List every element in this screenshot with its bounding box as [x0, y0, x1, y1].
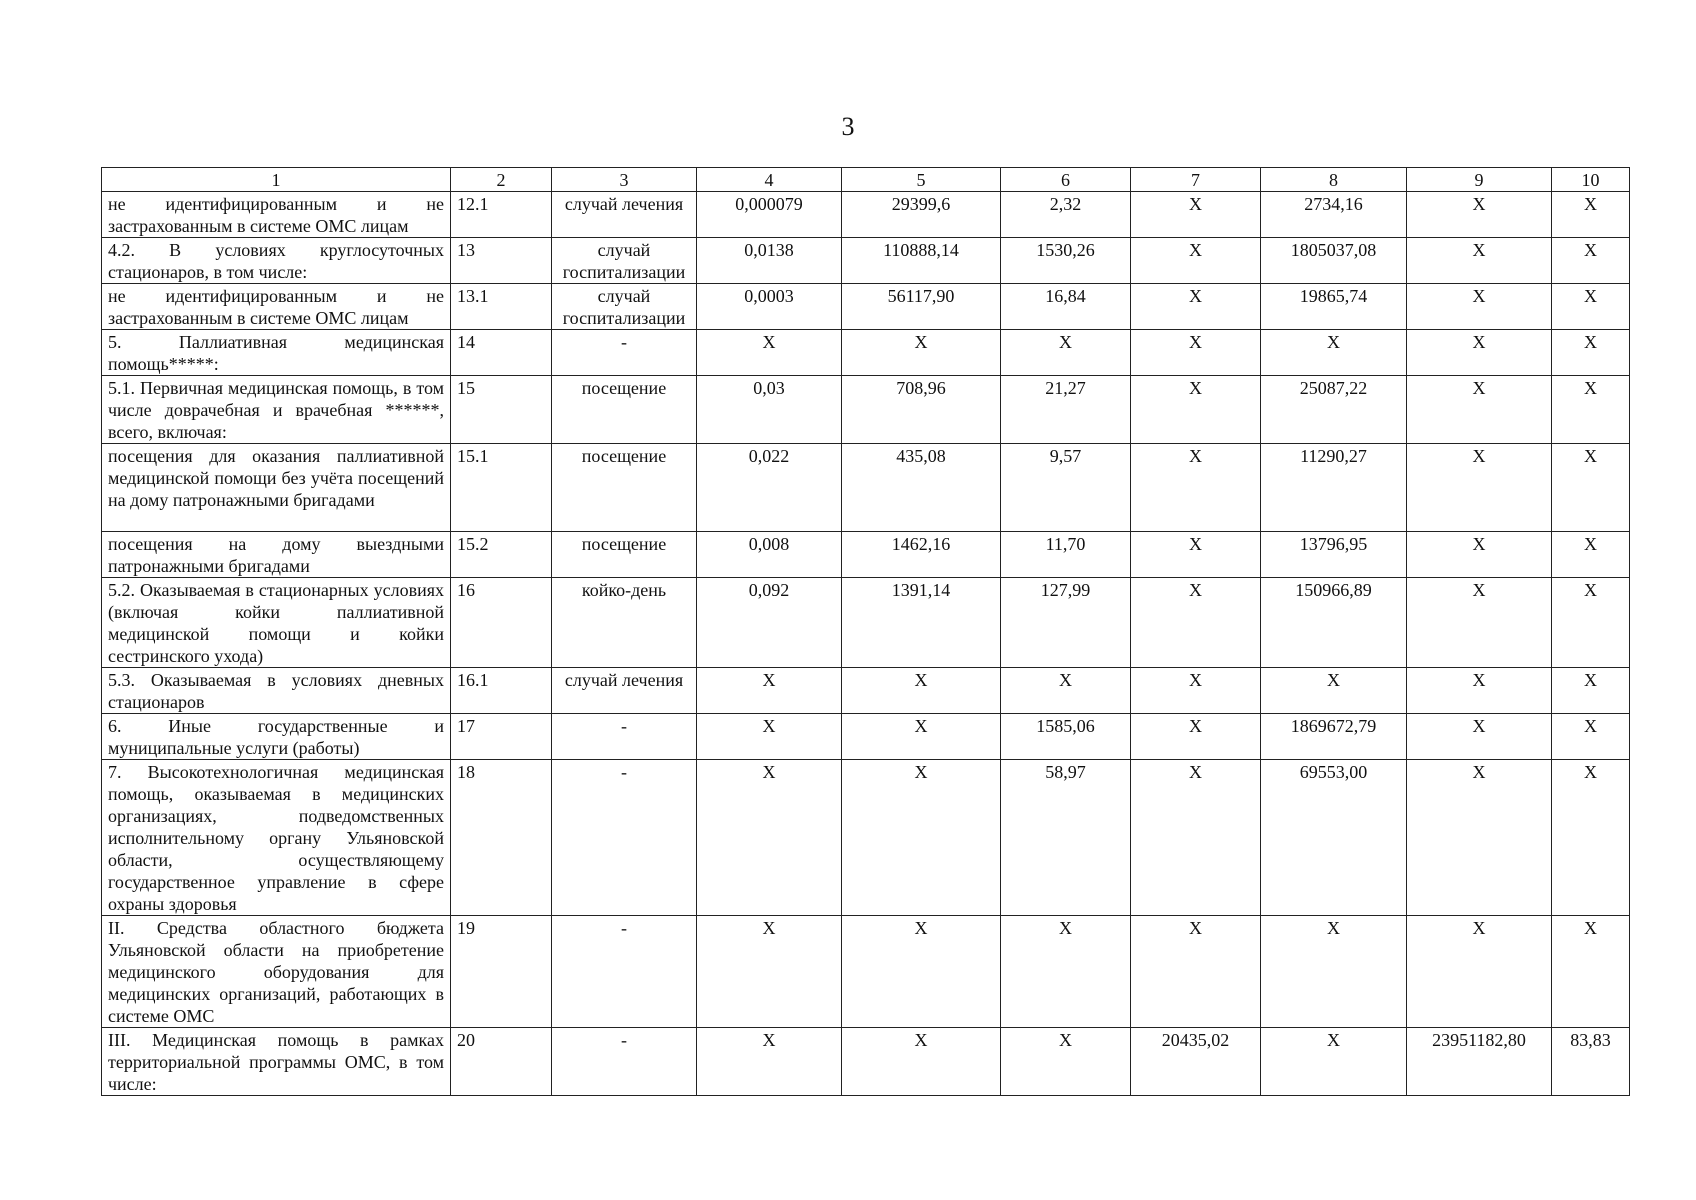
table-cell: Х	[1131, 760, 1261, 916]
table-cell: 20435,02	[1131, 1028, 1261, 1096]
table-row	[102, 760, 1630, 916]
row-description-cell: II. Средства областного бюджета Ульяновской области на приобретение медицинского оборудования для медицинских организаций, работающих в системе ОМС	[102, 916, 451, 1028]
table-cell: Х	[1261, 916, 1407, 1028]
table-cell: 0,03	[697, 376, 842, 444]
table-row	[102, 444, 1630, 532]
row-description-cell: 5.1. Первичная медицинская помощь, в том числе доврачебная и врачебная ******, всего, включая:	[102, 376, 451, 444]
table-cell: Х	[842, 714, 1001, 760]
page-number: 3	[841, 112, 855, 141]
table-cell: Х	[1131, 916, 1261, 1028]
table-cell: 16,84	[1001, 284, 1131, 330]
table-cell: 0,092	[697, 578, 842, 668]
table-cell: 19865,74	[1261, 284, 1407, 330]
table-cell: Х	[1407, 284, 1552, 330]
header-cell: 1	[102, 168, 451, 192]
table-cell: 21,27	[1001, 376, 1131, 444]
table-cell: Х	[1552, 760, 1630, 916]
table-cell: Х	[697, 1028, 842, 1096]
table-row	[102, 284, 1630, 330]
row-description-cell: 5.2. Оказываемая в стационарных условиях (включая койки паллиативной медицинской помощи и койки сестринского ухода)	[102, 578, 451, 668]
table-cell: Х	[842, 760, 1001, 916]
table-cell: 23951182,80	[1407, 1028, 1552, 1096]
table-row	[102, 578, 1630, 668]
table-cell: Х	[1407, 578, 1552, 668]
table-cell: Х	[697, 330, 842, 376]
header-cell: 4	[697, 168, 842, 192]
table-row	[102, 1028, 1630, 1096]
table-cell: -	[552, 916, 697, 1028]
table-cell: 15.1	[451, 444, 552, 532]
row-description-cell: 5. Паллиативная медицинская помощь*****:	[102, 330, 451, 376]
table-cell: Х	[1552, 916, 1630, 1028]
table-cell: 56117,90	[842, 284, 1001, 330]
table-cell: Х	[842, 668, 1001, 714]
table-cell: случай госпитализации	[552, 238, 697, 284]
table-cell: Х	[697, 760, 842, 916]
table-cell: Х	[1407, 714, 1552, 760]
header-cell: 6	[1001, 168, 1131, 192]
table-cell: Х	[1407, 444, 1552, 532]
table-cell: Х	[1552, 578, 1630, 668]
table-cell: 16	[451, 578, 552, 668]
header-cell: 9	[1407, 168, 1552, 192]
data-table	[101, 167, 1630, 1096]
row-description-cell: не идентифицированным и не застрахованным в системе ОМС лицам	[102, 192, 451, 238]
table-cell: Х	[1552, 668, 1630, 714]
table-cell: Х	[1131, 284, 1261, 330]
table-cell: 19	[451, 916, 552, 1028]
table-cell: Х	[1552, 192, 1630, 238]
table-cell: Х	[1001, 330, 1131, 376]
table-cell: Х	[1407, 376, 1552, 444]
table-row	[102, 330, 1630, 376]
table-cell: 2734,16	[1261, 192, 1407, 238]
table-cell: 12.1	[451, 192, 552, 238]
table-cell: 13.1	[451, 284, 552, 330]
table-cell: 25087,22	[1261, 376, 1407, 444]
table-cell: 127,99	[1001, 578, 1131, 668]
table-cell: Х	[1407, 916, 1552, 1028]
table-cell: посещение	[552, 376, 697, 444]
table-cell: 9,57	[1001, 444, 1131, 532]
table-cell: 1585,06	[1001, 714, 1131, 760]
header-cell: 10	[1552, 168, 1630, 192]
row-description-cell: не идентифицированным и не застрахованным в системе ОМС лицам	[102, 284, 451, 330]
table-cell: 15	[451, 376, 552, 444]
table-cell: -	[552, 1028, 697, 1096]
row-description-cell: посещения на дому выездными патронажными бригадами	[102, 532, 451, 578]
table-cell: Х	[1407, 532, 1552, 578]
table-cell: Х	[1552, 444, 1630, 532]
table-row	[102, 192, 1630, 238]
table-cell: Х	[842, 330, 1001, 376]
table-cell: Х	[1261, 668, 1407, 714]
table-cell: 0,0138	[697, 238, 842, 284]
row-description-cell: 6. Иные государственные и муниципальные услуги (работы)	[102, 714, 451, 760]
table-row	[102, 238, 1630, 284]
table-cell: Х	[1131, 714, 1261, 760]
table-cell: -	[552, 760, 697, 916]
table-cell: Х	[1552, 284, 1630, 330]
table-cell: Х	[842, 916, 1001, 1028]
table-cell: 13	[451, 238, 552, 284]
table-cell: 2,32	[1001, 192, 1131, 238]
table-cell: Х	[1407, 238, 1552, 284]
table-cell: 17	[451, 714, 552, 760]
table-cell: 69553,00	[1261, 760, 1407, 916]
table-cell: случай госпитализации	[552, 284, 697, 330]
table-cell: Х	[1261, 330, 1407, 376]
table-cell: 16.1	[451, 668, 552, 714]
table-cell: 20	[451, 1028, 552, 1096]
table-row	[102, 714, 1630, 760]
row-description-cell: 4.2. В условиях круглосуточных стационаров, в том числе:	[102, 238, 451, 284]
table-cell: 150966,89	[1261, 578, 1407, 668]
table-cell: 110888,14	[842, 238, 1001, 284]
table-cell: Х	[1407, 192, 1552, 238]
table-cell: 1869672,79	[1261, 714, 1407, 760]
table-cell: Х	[1552, 714, 1630, 760]
table-cell: 13796,95	[1261, 532, 1407, 578]
table-cell: Х	[842, 1028, 1001, 1096]
table-cell: Х	[1131, 532, 1261, 578]
row-description-cell: 7. Высокотехнологичная медицинская помощь, оказываемая в медицинских организациях, подведомственных исполнительному органу Ульяновской области, осуществляющему государственное управление в сфере охраны здоровья	[102, 760, 451, 916]
table-cell: 14	[451, 330, 552, 376]
table-cell: Х	[1261, 1028, 1407, 1096]
table-row	[102, 916, 1630, 1028]
table-cell: 11290,27	[1261, 444, 1407, 532]
table-cell: койко-день	[552, 578, 697, 668]
table-cell: 83,83	[1552, 1028, 1630, 1096]
header-row	[102, 168, 1630, 192]
table-cell: Х	[1001, 916, 1131, 1028]
table-cell: Х	[697, 714, 842, 760]
table-cell: 1391,14	[842, 578, 1001, 668]
table-cell: случай лечения	[552, 192, 697, 238]
table-cell: посещение	[552, 444, 697, 532]
row-description-cell: посещения для оказания паллиативной медицинской помощи без учёта посещений на дому патронажными бригадами	[102, 444, 451, 532]
row-description-cell: III. Медицинская помощь в рамках территориальной программы ОМС, в том числе:	[102, 1028, 451, 1096]
table-cell: Х	[1552, 532, 1630, 578]
table-cell: Х	[1131, 192, 1261, 238]
table-cell: Х	[1131, 330, 1261, 376]
table-cell: 1805037,08	[1261, 238, 1407, 284]
table-cell: 18	[451, 760, 552, 916]
header-cell: 5	[842, 168, 1001, 192]
table-cell: Х	[1407, 330, 1552, 376]
table-cell: 29399,6	[842, 192, 1001, 238]
table-cell: -	[552, 330, 697, 376]
table-cell: Х	[1131, 578, 1261, 668]
table-cell: 15.2	[451, 532, 552, 578]
table-cell: 0,000079	[697, 192, 842, 238]
table-cell: 435,08	[842, 444, 1001, 532]
table-cell: Х	[1552, 376, 1630, 444]
header-cell: 3	[552, 168, 697, 192]
table-cell: посещение	[552, 532, 697, 578]
header-cell: 8	[1261, 168, 1407, 192]
header-cell: 2	[451, 168, 552, 192]
table-cell: 58,97	[1001, 760, 1131, 916]
table-cell: 0,0003	[697, 284, 842, 330]
header-cell: 7	[1131, 168, 1261, 192]
table-cell: Х	[1131, 238, 1261, 284]
table-cell: случай лечения	[552, 668, 697, 714]
table-cell: 708,96	[842, 376, 1001, 444]
table-cell: Х	[1131, 376, 1261, 444]
table-cell: 0,022	[697, 444, 842, 532]
table-cell: 1530,26	[1001, 238, 1131, 284]
table-cell: Х	[1001, 1028, 1131, 1096]
table-cell: Х	[1407, 668, 1552, 714]
table-cell: Х	[697, 916, 842, 1028]
row-description-cell: 5.3. Оказываемая в условиях дневных стационаров	[102, 668, 451, 714]
table-cell: -	[552, 714, 697, 760]
table-cell: Х	[1131, 668, 1261, 714]
table-cell: 0,008	[697, 532, 842, 578]
table-cell: 1462,16	[842, 532, 1001, 578]
table-row	[102, 668, 1630, 714]
table-row	[102, 376, 1630, 444]
table-row	[102, 532, 1630, 578]
table-cell: Х	[1131, 444, 1261, 532]
table-cell: Х	[1552, 330, 1630, 376]
table-cell: Х	[697, 668, 842, 714]
table-cell: Х	[1552, 238, 1630, 284]
table-cell: Х	[1001, 668, 1131, 714]
table-cell: Х	[1407, 760, 1552, 916]
table-cell: 11,70	[1001, 532, 1131, 578]
